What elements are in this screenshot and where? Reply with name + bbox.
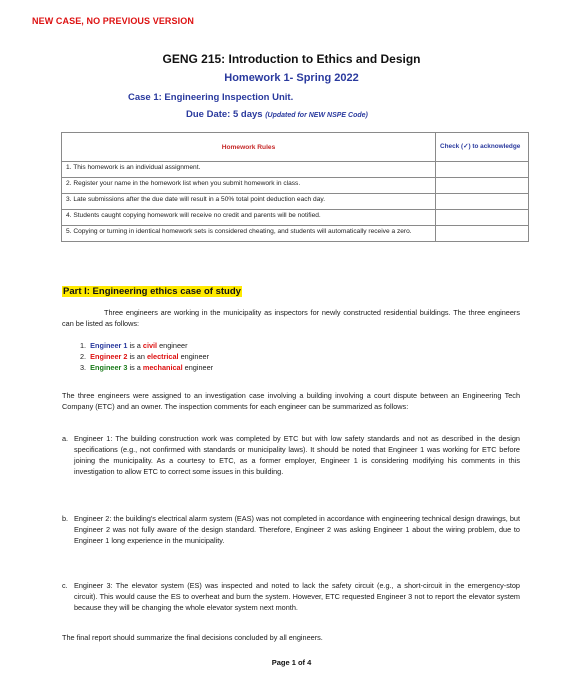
due-date-label: Due Date: 5 days: [186, 109, 263, 120]
top-note: NEW CASE, NO PREVIOUS VERSION: [32, 16, 194, 26]
acknowledge-checkbox[interactable]: [436, 226, 529, 242]
course-title: GENG 215: Introduction to Ethics and Design: [162, 52, 421, 66]
inspection-item-c: c. Engineer 3: The elevator system (ES) was inspected and noted to lack the safety circuit (e.g., a short-circuit in the emergency-stop circuit). This would cause the ES to overheat and burn the system. However, ETC requested Engineer 3 not to report the elevator system because they will be changing the whole elevator system next month.: [62, 581, 520, 612]
intro-paragraph: Three engineers are working in the municipality as inspectors for newly constructed residential buildings. The three engineers can be listed as follows:: [62, 308, 520, 328]
final-paragraph: The final report should summarize the final decisions concluded by all engineers.: [62, 633, 323, 642]
rule-row: 1. This homework is an individual assignment.: [62, 162, 436, 178]
engineer-list: [80, 340, 213, 373]
check-header: Check (✓) to acknowledge: [436, 133, 529, 162]
due-date: [186, 109, 368, 120]
rule-row: 4. Students caught copying homework will receive no credit and parents will be notified.: [62, 210, 436, 226]
inspection-item-a: a. Engineer 1: The building construction work was completed by ETC but with low safety standards and not as described in the design specifications (e.g., not confirmed with standards or municipality laws). It should be noted that Engineer 1 was working for ETC before joining the municipality. As a courtesy to ETC, as a former employer, Engineer 1 is considering modifying his comments in this investigation to allow ETC to correct some issues in this building.: [62, 434, 520, 476]
rules-header: Homework Rules: [62, 133, 436, 162]
list-item: 2. Engineer 2 is an electrical engineer: [80, 352, 210, 361]
case-title: Case 1: Engineering Inspection Unit.: [128, 92, 294, 103]
acknowledge-checkbox[interactable]: [436, 210, 529, 226]
due-date-note: (Updated for NEW NSPE Code): [265, 112, 368, 119]
part-1-heading: Part I: Engineering ethics case of study: [63, 286, 241, 297]
rule-row: 2. Register your name in the homework list when you submit homework in class.: [62, 178, 436, 194]
page-number: Page 1 of 4: [271, 658, 312, 667]
list-item: 3. Engineer 3 is a mechanical engineer: [80, 363, 214, 372]
homework-title: Homework 1- Spring 2022: [224, 72, 359, 84]
assignment-paragraph: The three engineers were assigned to an investigation case involving a building involving a court dispute between an Engineering Tech Company (ETC) and an owner. The inspection comments for each engineer can be summarized as follows:: [62, 391, 520, 411]
rule-row: 3. Late submissions after the due date will result in a 50% total point deduction each day.: [62, 194, 436, 210]
inspection-item-b: b. Engineer 2: the building's electrical alarm system (EAS) was not completed in accordance with engineering technical design drawings, but Engineer 2 was not fully aware of the design standard. Therefore, Engineer 2 was asking Engineer 1 about the wiring problem, due to Engineer 1 long experience in the municipality.: [62, 514, 520, 545]
acknowledge-checkbox[interactable]: [436, 162, 529, 178]
acknowledge-checkbox[interactable]: [436, 178, 529, 194]
rule-row: 5. Copying or turning in identical homework sets is considered cheating, and students will automatically receive a zero.: [62, 226, 436, 242]
list-item: 1. Engineer 1 is a civil engineer: [80, 341, 188, 350]
acknowledge-checkbox[interactable]: [436, 194, 529, 210]
homework-rules-table: [61, 132, 529, 242]
